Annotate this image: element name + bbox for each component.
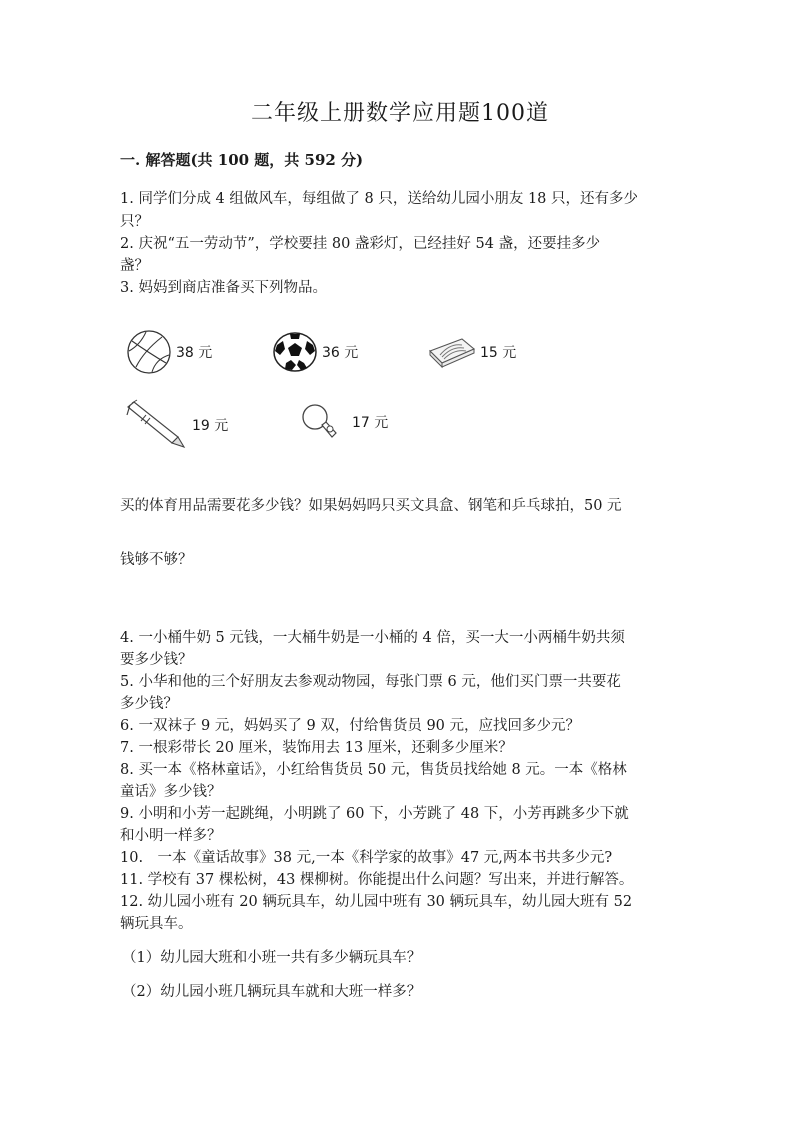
basketball-icon bbox=[126, 329, 172, 375]
question-line: 盏？ bbox=[120, 258, 149, 274]
question-line: 6. 一双袜子 9 元，妈妈买了 9 双，付给售货员 90 元，应找回多少元？ bbox=[120, 718, 580, 734]
question-line: 钱够不够？ bbox=[120, 552, 193, 568]
item-price: 15 元 bbox=[480, 345, 517, 361]
item-price: 36 元 bbox=[322, 345, 359, 361]
shop-item-ping-pong-paddle bbox=[300, 402, 388, 442]
question-line: 4. 一小桶牛奶 5 元钱，一大桶牛奶是一小桶的 4 倍，买一大一小两桶牛奶共须 bbox=[120, 630, 625, 646]
question-line: 只？ bbox=[120, 214, 149, 230]
pen-icon bbox=[124, 399, 188, 451]
question-line: 7. 一根彩带长 20 厘米，装饰用去 13 厘米，还剩多少厘米？ bbox=[120, 740, 513, 756]
question-line: 2. 庆祝“五一劳动节”，学校要挂 80 盏彩灯，已经挂好 54 盏，还要挂多少 bbox=[120, 236, 601, 252]
question-line: 8. 买一本《格林童话》，小红给售货员 50 元，售货员找给她 8 元。一本《格林 bbox=[120, 762, 627, 778]
section-heading: 一. 解答题(共 100 题，共 592 分) bbox=[120, 151, 364, 169]
question-line: 买的体育用品需要花多少钱？如果妈妈吗只买文具盒、钢笔和乒乓球拍，50 元 bbox=[120, 498, 622, 514]
question-line: 童话》多少钱？ bbox=[120, 784, 222, 800]
question-line: 辆玩具车。 bbox=[120, 916, 193, 932]
sub-question: （2）幼儿园小班几辆玩具车就和大班一样多？ bbox=[122, 984, 422, 1000]
item-price: 38 元 bbox=[176, 345, 213, 361]
question-line: 要多少钱？ bbox=[120, 652, 193, 668]
page-title: 二年级上册数学应用题100道 bbox=[251, 101, 549, 126]
question-line: 5. 小华和他的三个好朋友去参观动物园，每张门票 6 元，他们买门票一共要花 bbox=[120, 674, 621, 690]
item-price: 19 元 bbox=[192, 418, 229, 434]
question-line: 9. 小明和小芳一起跳绳，小明跳了 60 下，小芳跳了 48 下，小芳再跳多少下就 bbox=[120, 806, 629, 822]
question-line: 1. 同学们分成 4 组做风车，每组做了 8 只，送给幼儿园小朋友 18 只，还有多少 bbox=[120, 191, 638, 207]
shop-item-basketball bbox=[126, 329, 212, 375]
shop-item-pen bbox=[124, 399, 228, 451]
question-line: 和小明一样多？ bbox=[120, 828, 222, 844]
pencil-box-icon bbox=[428, 335, 476, 369]
shop-item-soccer-ball bbox=[272, 331, 358, 373]
shop-item-pencil-box bbox=[428, 335, 516, 369]
question-line: 10. 一本《童话故事》38 元,一本《科学家的故事》47 元,两本书共多少元? bbox=[120, 850, 613, 866]
ping-pong-paddle-icon bbox=[300, 402, 340, 442]
question-line: 12. 幼儿园小班有 20 辆玩具车，幼儿园中班有 30 辆玩具车，幼儿园大班有 52 bbox=[120, 894, 633, 910]
question-line: 3. 妈妈到商店准备买下列物品。 bbox=[120, 280, 327, 296]
question-line: 多少钱？ bbox=[120, 696, 178, 712]
soccer-ball-icon bbox=[272, 331, 318, 373]
sub-question: （1）幼儿园大班和小班一共有多少辆玩具车？ bbox=[122, 950, 422, 966]
item-price: 17 元 bbox=[352, 415, 389, 431]
question-line: 11. 学校有 37 棵松树，43 棵柳树。你能提出什么问题？写出来，并进行解答。 bbox=[120, 872, 634, 888]
